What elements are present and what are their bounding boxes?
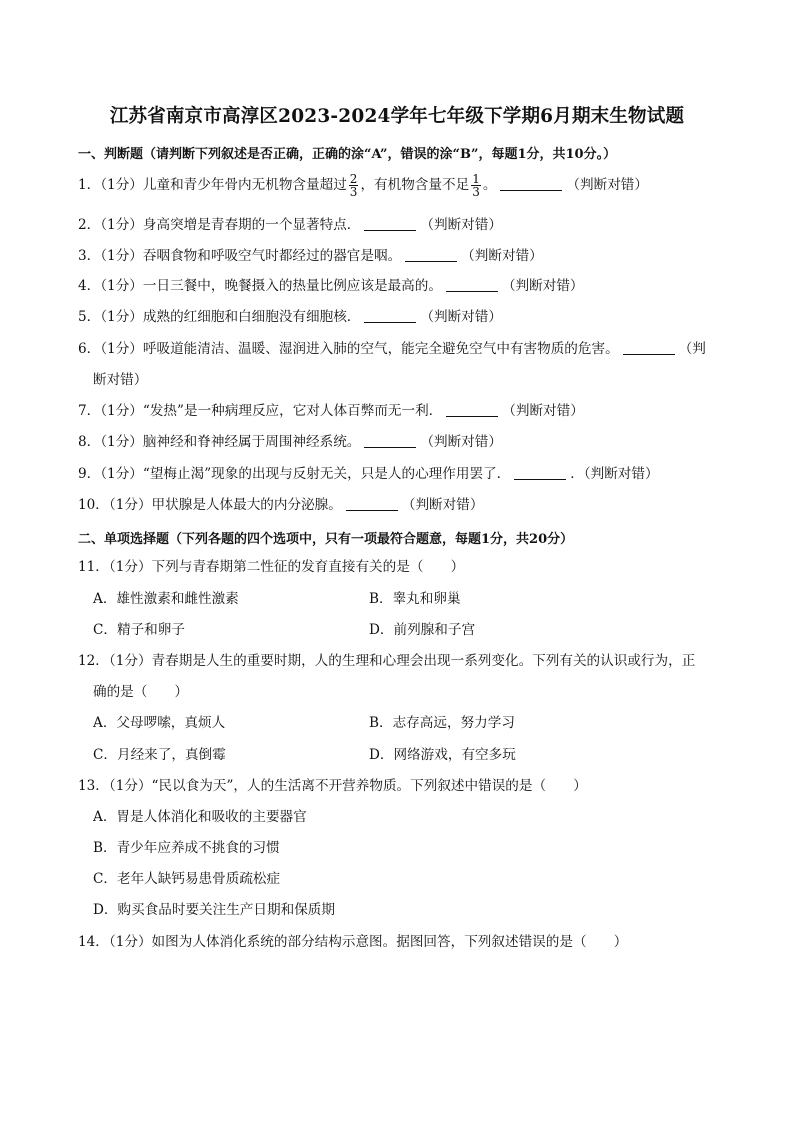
answer-blank[interactable] [500,176,562,191]
fraction-one-third: $\frac{1}{3}$ [472,172,480,199]
section-heading-judge: 一、判断题（请判断下列叙述是否正确，正确的涂“A”，错误的涂“B”，每题1分，共10分。） [78,147,617,162]
answer-blank[interactable] [364,308,416,323]
option-13-a[interactable]: A．胃是人体消化和吸收的主要器官 [93,809,307,825]
question-13: 13．（1分）“民以食为天”，人的生活离不开营养物质。下列叙述中错误的是（ ） [78,778,587,794]
page-title: 江苏省南京市高淳区2023-2024学年七年级下学期6月期末生物试题 [109,106,685,127]
question-6: 6．（1分）呼吸道能清洁、温暖、湿润进入肺的空气，能完全避免空气中有害物质的危害。 （判 [78,341,706,357]
answer-blank[interactable] [364,433,416,448]
answer-blank[interactable] [514,465,566,480]
question-4: 4．（1分）一日三餐中，晚餐摄入的热量比例应该是最高的。 （判断对错） [78,278,584,294]
question-9: 9．（1分）“望梅止渴”现象的出现与反射无关，只是人的心理作用罢了． ．（判断对错） [78,466,659,482]
question-12-continued: 确的是（ ） [93,684,189,700]
answer-blank[interactable] [446,277,498,292]
option-13-d[interactable]: D．购买食品时要关注生产日期和保质期 [93,902,335,918]
answer-blank[interactable] [446,402,498,417]
question-5: 5．（1分）成熟的红细胞和白细胞没有细胞核． （判断对错） [78,309,502,325]
question-12: 12．（1分）青春期是人生的重要时期，人的生理和心理会出现一系列变化。下列有关的认识或行为，正 [78,653,696,669]
option-13-c[interactable]: C．老年人缺钙易患骨质疏松症 [93,871,281,887]
option-11-c[interactable]: C．精子和卵子 [93,622,185,638]
option-12-c[interactable]: C．月经来了，真倒霉 [93,747,226,763]
option-12-d[interactable]: D．网络游戏，有空多玩 [369,747,516,763]
question-7: 7．（1分）“发热”是一种病理反应，它对人体百弊而无一利． （判断对错） [78,403,584,419]
answer-blank[interactable] [346,496,398,511]
option-12-a[interactable]: A．父母啰嗦，真烦人 [93,715,226,731]
question-1: 1．（1分）儿童和青少年骨内无机物含量超过 $\frac{2}{3}$ ，有机物含量不足 $\frac{1}{3}$ 。 （判断对错） [78,172,648,199]
question-6-continued: 断对错） [93,372,148,388]
question-2: 2．（1分）身高突增是青春期的一个显著特点． （判断对错） [78,217,502,233]
option-12-b[interactable]: B．志存高远，努力学习 [369,715,515,731]
option-11-b[interactable]: B．睾丸和卵巢 [369,591,461,607]
answer-blank[interactable] [623,340,675,355]
option-13-b[interactable]: B．青少年应养成不挑食的习惯 [93,840,280,856]
question-8: 8．（1分）脑神经和脊神经属于周围神经系统。 （判断对错） [78,434,502,450]
question-14: 14．（1分）如图为人体消化系统的部分结构示意图。据图回答，下列叙述错误的是（ ） [78,934,628,950]
answer-blank[interactable] [405,247,457,262]
section-heading-choice: 二、单项选择题（下列各题的四个选项中，只有一项最符合题意，每题1分，共20分） [78,532,574,547]
question-3: 3．（1分）吞咽食物和呼吸空气时都经过的器官是咽。 （判断对错） [78,248,543,264]
question-10: 10．（1分）甲状腺是人体最大的内分泌腺。 （判断对错） [78,497,484,513]
answer-blank[interactable] [364,216,416,231]
option-11-d[interactable]: D．前列腺和子宫 [369,622,476,638]
option-11-a[interactable]: A．雄性激素和雌性激素 [93,591,239,607]
question-11: 11．（1分）下列与青春期第二性征的发育直接有关的是（ ） [78,559,465,575]
fraction-two-thirds: $\frac{2}{3}$ [349,172,358,199]
